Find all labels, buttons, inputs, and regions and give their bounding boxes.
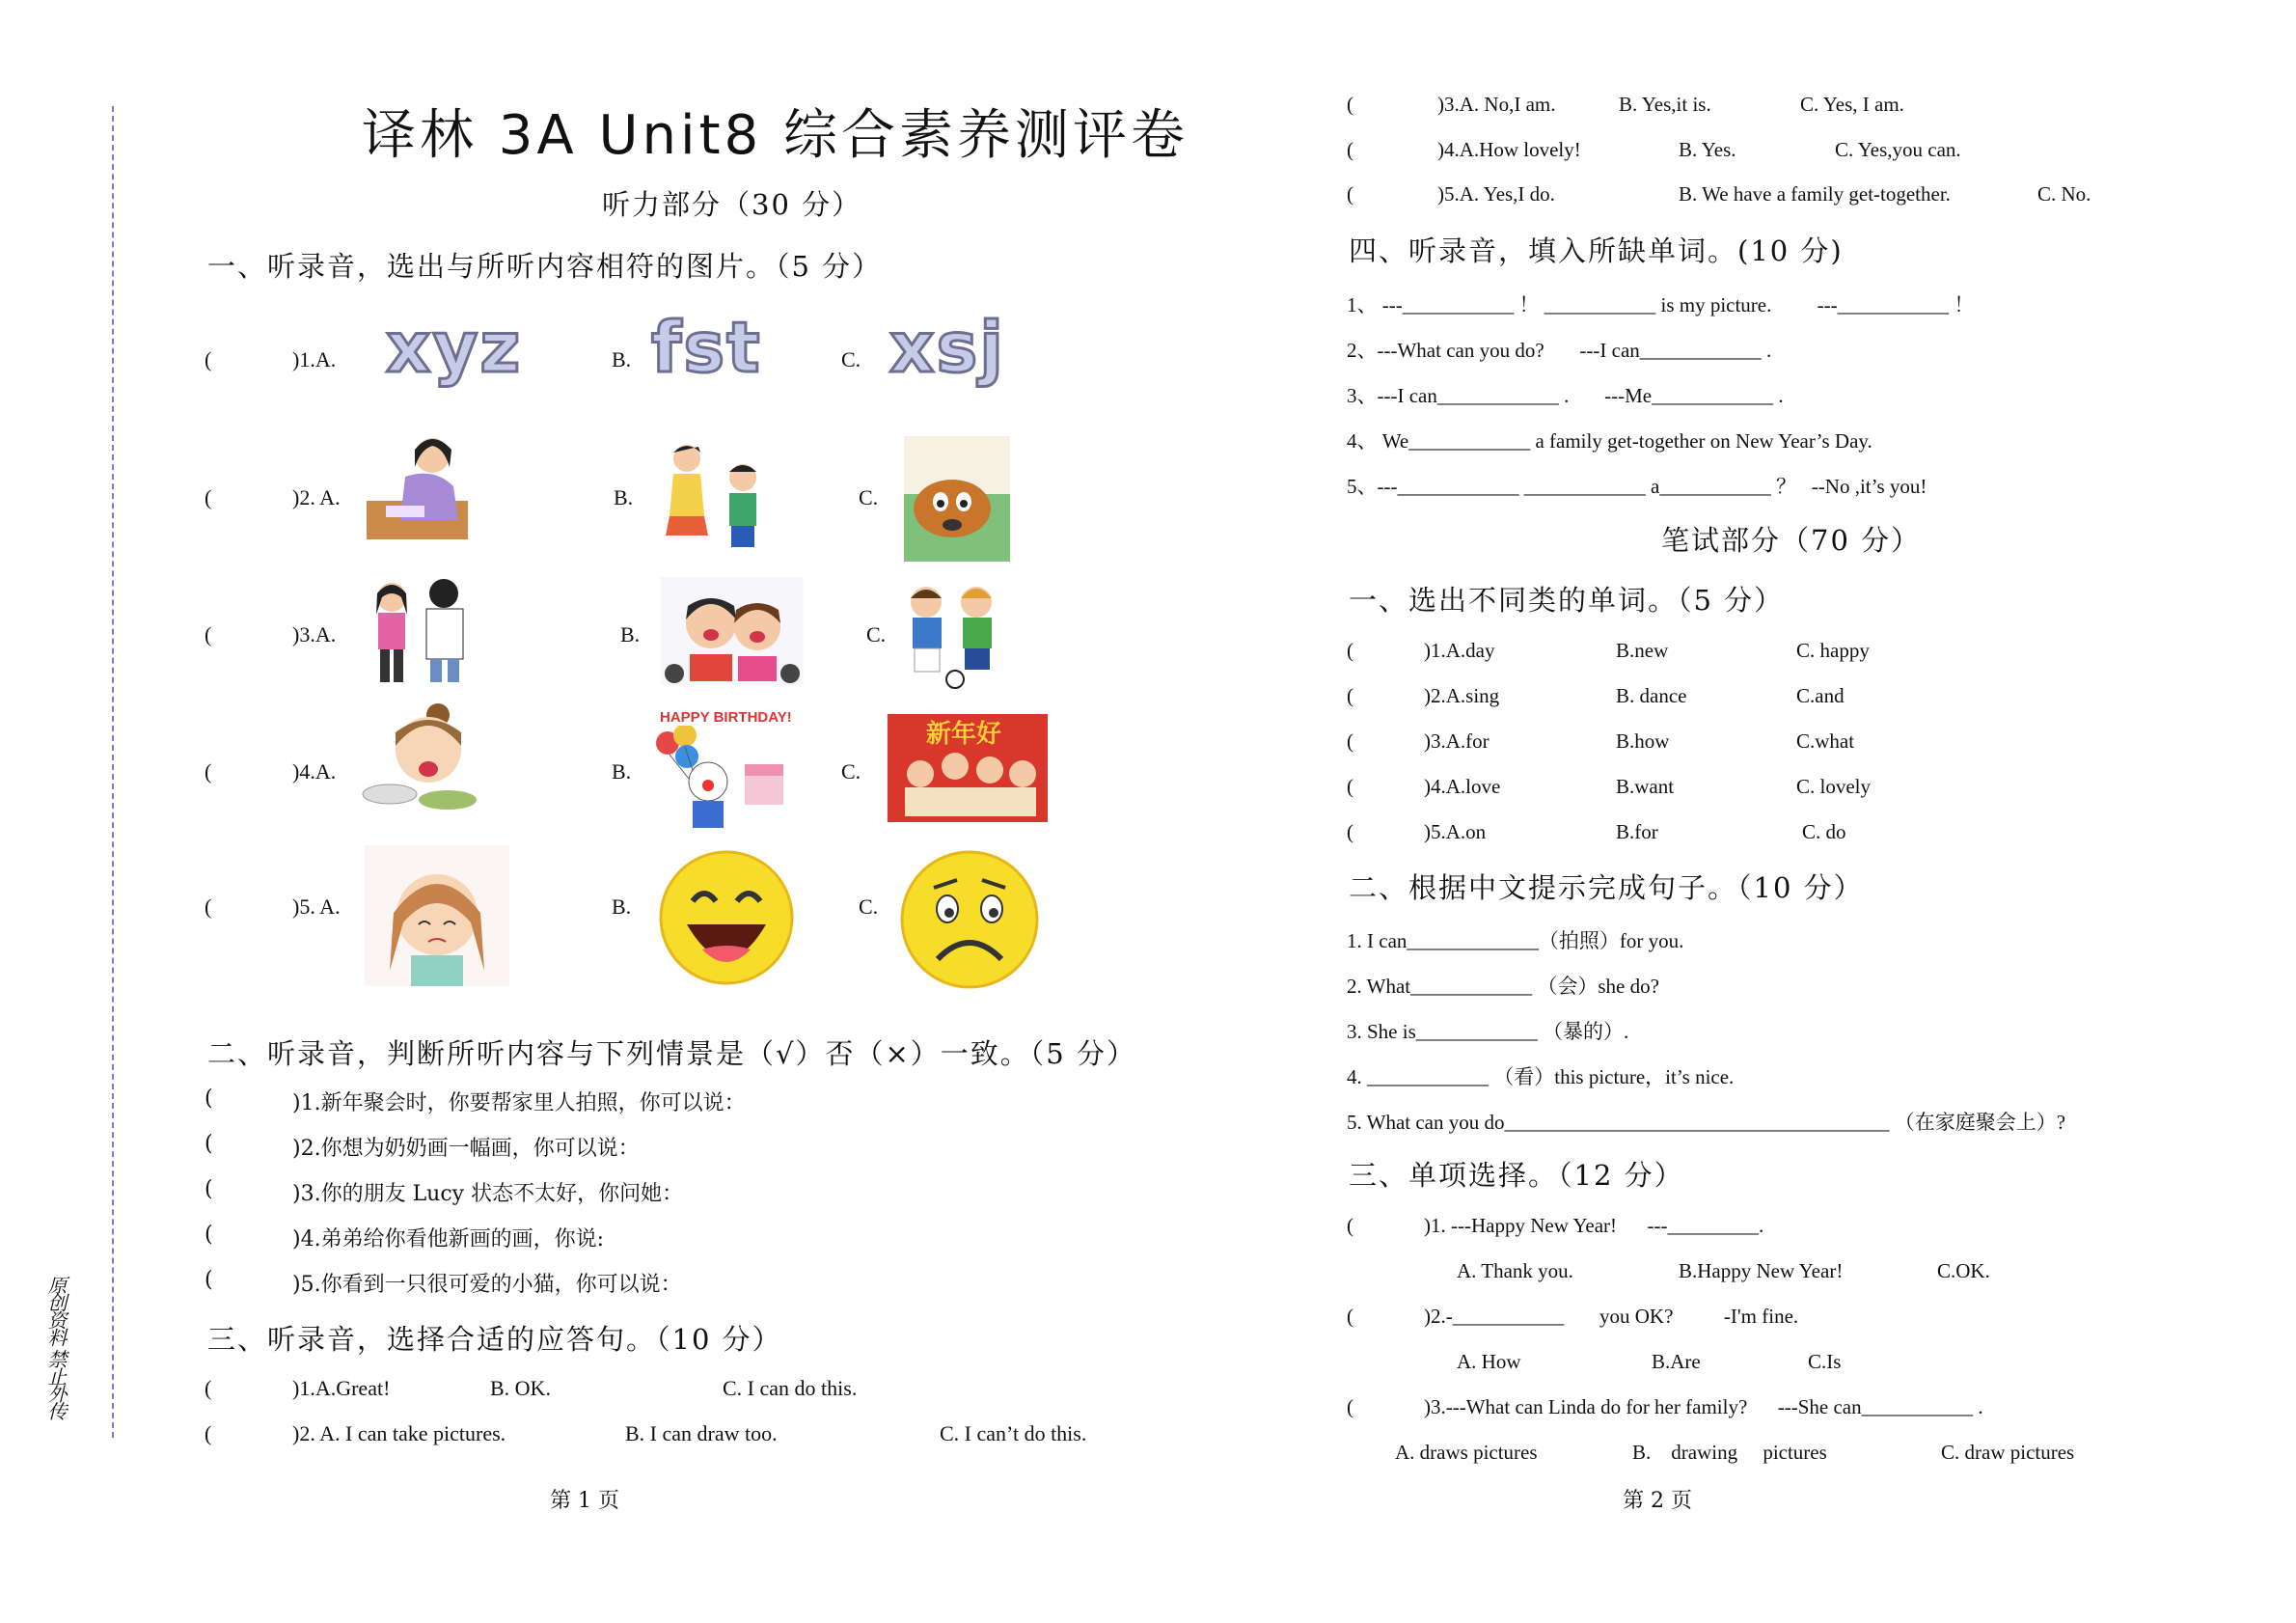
choice-question: )1. ---Happy New Year! ---_________. [1424, 1214, 1764, 1237]
word-option-b: B.new [1616, 639, 1669, 662]
response-option-c: C. Yes,you can. [1835, 138, 1961, 161]
side-note: 原创资料 禁止外传 [44, 1276, 68, 1419]
sad-face-image [899, 849, 1040, 990]
word-option-c: C. lovely [1796, 775, 1871, 798]
section1-heading: 一、听录音，选出与所听内容相符的图片。（5 分） [207, 250, 883, 283]
answer-paren: ( [1347, 775, 1353, 798]
judge-item: )3.你的朋友 Lucy 状态不太好，你问她： [292, 1182, 684, 1206]
written-header: 笔试部分（70 分） [1661, 524, 1922, 557]
choice-option-a: A. How [1457, 1350, 1521, 1373]
sentence-item: 4. ____________ （看）this picture，it’s nice. [1347, 1065, 1735, 1088]
answer-paren: ( [205, 759, 212, 784]
judge-item: )5.你看到一只很可爱的小猫，你可以说： [292, 1273, 682, 1297]
sentence-item: 5. What can you do______________________________________ （在家庭聚会上）? [1347, 1111, 2066, 1134]
judge-item: )4.弟弟给你看他新画的画，你说: [292, 1227, 604, 1252]
written-section1-heading: 一、选出不同类的单词。（5 分） [1349, 584, 1785, 617]
choice-question: )2.-___________ you OK? -I'm fine. [1424, 1305, 1799, 1328]
word-option-b: B.for [1616, 820, 1658, 843]
happy-birthday-caption: HAPPY BIRTHDAY! [660, 709, 792, 726]
dog-drawing-image [904, 436, 1010, 562]
answer-paren: ( [1347, 639, 1353, 662]
woman-cleaning-image [367, 428, 473, 544]
birthday-clown-image [652, 726, 787, 830]
letters-xyz: xyz [386, 307, 523, 388]
answer-paren: ( [205, 485, 212, 509]
answer-paren: ( [1347, 684, 1353, 707]
option-b-label: B. [612, 347, 632, 371]
answer-paren: ( [205, 1376, 212, 1400]
answer-paren: ( [205, 1087, 213, 1111]
sentence-item: 2. What____________ （会）she do? [1347, 975, 1659, 998]
response-option-a: )2. A. I can take pictures. [292, 1421, 506, 1445]
answer-paren: ( [205, 894, 212, 919]
q2-number: )2. A. [292, 485, 341, 509]
response-option-c: C. Yes, I am. [1800, 93, 1904, 116]
answer-paren: ( [205, 622, 212, 646]
sentence-item: 1. I can_____________（拍照）for you. [1347, 929, 1684, 952]
kids-singing-image [661, 577, 804, 685]
option-b-label: B. [612, 759, 632, 784]
q1-number: )1.A. [292, 347, 337, 371]
choice-option-c: C.OK. [1937, 1259, 1990, 1282]
judge-item: )1.新年聚会时，你要帮家里人拍照，你可以说： [292, 1091, 746, 1115]
response-option-a: )1.A.Great! [292, 1376, 391, 1400]
written-section3-heading: 三、单项选择。（12 分） [1349, 1159, 1684, 1192]
option-b-label: B. [614, 485, 634, 509]
fill-item: 3、---I can____________ . ---Me____________ . [1347, 384, 1784, 407]
word-option-a: )2.A.sing [1424, 684, 1500, 707]
word-option-a: )1.A.day [1424, 639, 1495, 662]
answer-paren: ( [1347, 182, 1353, 206]
judge-item: )2.你想为奶奶画一幅画，你可以说： [292, 1137, 640, 1161]
girl-eating-image [361, 700, 486, 817]
word-option-c: C. happy [1796, 639, 1870, 662]
answer-paren: ( [205, 1177, 213, 1201]
word-option-a: )3.A.for [1424, 729, 1490, 753]
response-option-c: C. No. [2037, 182, 2091, 206]
answer-paren: ( [1347, 93, 1353, 116]
q3-number: )3.A. [292, 622, 337, 646]
listening-header: 听力部分（30 分） [602, 188, 862, 221]
response-option-b: B. OK. [490, 1376, 551, 1400]
section2-heading: 二、听录音，判断所听内容与下列情景是（√）否（×）一致。（5 分） [207, 1037, 1136, 1070]
option-b-label: B. [612, 894, 632, 919]
response-option-b: B. We have a family get-together. [1679, 182, 1951, 206]
answer-paren: ( [1347, 138, 1353, 161]
option-c-label: C. [859, 894, 879, 919]
option-c-label: C. [841, 759, 861, 784]
answer-paren: ( [1347, 729, 1353, 753]
option-b-label: B. [620, 622, 641, 646]
page1-footer: 第 1 页 [550, 1489, 619, 1513]
word-option-c: C. do [1802, 820, 1846, 843]
word-option-a: )4.A.love [1424, 775, 1501, 798]
page2-footer: 第 2 页 [1623, 1489, 1692, 1513]
sentence-item: 3. She is____________ （暴的）. [1347, 1020, 1629, 1043]
response-option-c: C. I can do this. [723, 1376, 858, 1400]
response-option-c: C. I can’t do this. [940, 1421, 1087, 1445]
section3-heading: 三、听录音，选择合适的应答句。（10 分） [207, 1323, 782, 1356]
kids-dancing-image [646, 439, 781, 555]
girl-and-boy-image [365, 576, 480, 684]
fill-item: 5、---____________ ____________ a___________ ？ --No ,it’s you! [1347, 475, 1927, 498]
word-option-c: C.and [1796, 684, 1845, 707]
choice-option-a: A. Thank you. [1457, 1259, 1573, 1282]
choice-option-a: A. draws pictures [1395, 1441, 1538, 1464]
choice-option-b: B.Are [1652, 1350, 1701, 1373]
section4-heading: 四、听录音，填入所缺单词。(10 分) [1349, 234, 1844, 267]
fill-item: 4、 We____________ a family get-together on New Year’s Day. [1347, 429, 1872, 453]
answer-paren: ( [205, 1223, 213, 1247]
word-option-b: B.want [1616, 775, 1675, 798]
fill-item: 2、---What can you do? ---I can____________ . [1347, 339, 1772, 362]
q5-number: )5. A. [292, 894, 341, 919]
page-title: 译林 3A Unit8 综合素养测评卷 [362, 104, 1189, 167]
answer-paren: ( [205, 1268, 213, 1292]
word-option-a: )5.A.on [1424, 820, 1487, 843]
response-option-b: B. I can draw too. [625, 1421, 778, 1445]
word-option-c: C.what [1796, 729, 1855, 753]
choice-option-b: B.Happy New Year! [1679, 1259, 1844, 1282]
q4-number: )4.A. [292, 759, 337, 784]
response-option-b: B. Yes. [1679, 138, 1736, 161]
answer-paren: ( [205, 1421, 212, 1445]
answer-paren: ( [205, 347, 212, 371]
fill-item: 1、 ---___________ ！ ___________ is my picture. ---___________ ！ [1347, 293, 1975, 316]
choice-question: )3.---What can Linda do for her family? ---She can___________ . [1424, 1395, 1983, 1418]
answer-paren: ( [1347, 1395, 1353, 1418]
word-option-b: B.how [1616, 729, 1670, 753]
answer-paren: ( [205, 1132, 213, 1156]
written-section2-heading: 二、根据中文提示完成句子。（10 分） [1349, 871, 1864, 904]
new-year-caption: 新年好 [926, 720, 1002, 749]
word-option-b: B. dance [1616, 684, 1687, 707]
choice-option-b: B. drawing pictures [1632, 1441, 1827, 1464]
letters-fst: fst [651, 307, 762, 388]
response-option-a: )3.A. No,I am. [1437, 93, 1556, 116]
binding-dashed-line [112, 106, 114, 1438]
happy-face-image [658, 849, 795, 986]
sick-girl-image [365, 845, 509, 986]
answer-paren: ( [1347, 1214, 1353, 1237]
option-c-label: C. [841, 347, 861, 371]
boys-playing-football-image [897, 579, 1018, 690]
response-option-a: )4.A.How lovely! [1437, 138, 1581, 161]
choice-option-c: C. draw pictures [1941, 1441, 2075, 1464]
response-option-b: B. Yes,it is. [1619, 93, 1711, 116]
answer-paren: ( [1347, 820, 1353, 843]
response-option-a: )5.A. Yes,I do. [1437, 182, 1555, 206]
answer-paren: ( [1347, 1305, 1353, 1328]
option-c-label: C. [859, 485, 879, 509]
choice-option-c: C.Is [1808, 1350, 1842, 1373]
letters-xsj: xsj [889, 307, 1005, 388]
option-c-label: C. [866, 622, 887, 646]
